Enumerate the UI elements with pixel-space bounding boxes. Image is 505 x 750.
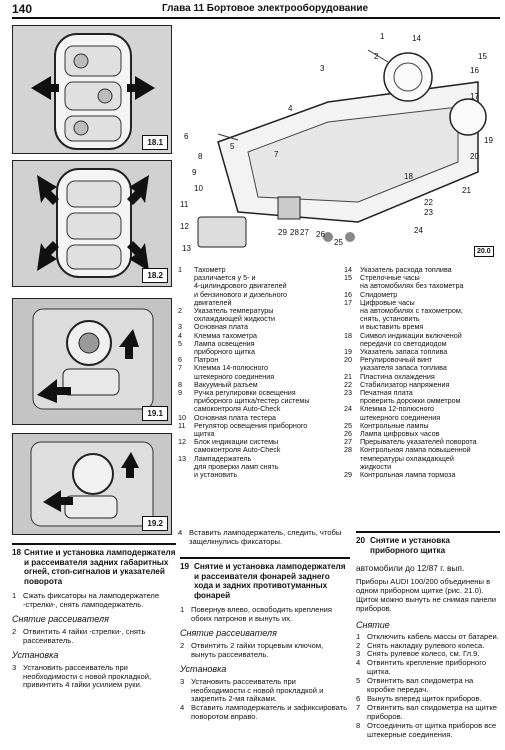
item-number xyxy=(178,397,194,405)
item-text: 4-цилиндрового двигателей xyxy=(194,281,287,291)
item-number: 2 xyxy=(178,306,182,316)
section18-subtitle-installation: Установка xyxy=(12,649,59,660)
section18-rule xyxy=(12,543,176,545)
section19-heading xyxy=(180,562,350,600)
item-number: 7 xyxy=(178,363,182,373)
section20-rule xyxy=(356,531,500,533)
callout-16: 16 xyxy=(470,66,479,75)
callout-6: 6 xyxy=(184,132,189,141)
section20-subtitle-removal: Снятие xyxy=(356,619,390,630)
callout-18: 18 xyxy=(404,172,413,181)
item-number: 24 xyxy=(344,404,352,414)
item-text: Отвинтить крепление приборного щитка. xyxy=(367,658,487,677)
callout-28: 28 xyxy=(290,228,299,237)
item-number: 4 xyxy=(178,330,182,340)
legend-left xyxy=(178,266,340,479)
callout-20: 20 xyxy=(470,152,479,161)
procedure-step xyxy=(180,678,350,705)
item-number: 1 xyxy=(180,605,185,614)
callout-29: 29 xyxy=(278,228,287,237)
item-text: Патрон xyxy=(194,355,219,365)
item-text: Контрольные лампы xyxy=(360,420,429,430)
item-text: Отвинтить 4 гайки -стрелки-, снять рассеиватель. xyxy=(23,626,146,645)
item-number: 8 xyxy=(178,379,182,389)
legend-item xyxy=(344,471,504,479)
item-number: 22 xyxy=(344,379,352,389)
figure-label-18-2: 18.2 xyxy=(142,268,168,283)
figure-label-20-0: 20.0 xyxy=(474,246,494,257)
section20-title: Снятие и установка приборного щитка xyxy=(370,536,450,555)
item-number: 17 xyxy=(344,297,352,307)
item-text: различается у 5- и xyxy=(194,273,256,283)
item-text: Пластина охлаждения xyxy=(360,371,435,381)
procedure-step xyxy=(356,677,500,695)
section-20 xyxy=(356,536,500,740)
item-number xyxy=(178,471,194,479)
procedure-step xyxy=(180,704,350,722)
item-number: 13 xyxy=(178,453,186,463)
item-number: 2 xyxy=(12,626,17,636)
item-number: 1 xyxy=(12,591,17,600)
callout-14: 14 xyxy=(412,34,421,43)
item-number: 25 xyxy=(344,420,352,430)
item-text: Контрольная лампа повышенной xyxy=(360,445,471,455)
item-text: Печатная плата xyxy=(360,388,413,398)
item-text: самоконтроля Auto-Check xyxy=(194,445,281,455)
item-number: 20 xyxy=(344,355,352,365)
item-text: и бензинового и дизельного xyxy=(194,289,288,299)
legend-item xyxy=(178,471,340,479)
section-18 xyxy=(12,548,176,690)
item-number: 5 xyxy=(356,676,361,686)
item-text: Повернув влево, освободить крепления обоих патронов и вынуть их. xyxy=(191,605,333,623)
item-number xyxy=(178,274,194,282)
figure-label-19-2: 19.2 xyxy=(142,516,168,531)
section18-title: Снятие и установка ламподержателя и рассеивателя задних габаритных огней, стоп-сигналов и указателей поворота xyxy=(24,548,176,586)
callout-21: 21 xyxy=(462,186,471,195)
callout-25: 25 xyxy=(334,238,343,247)
item-text: Клемма 12-полюсного xyxy=(360,404,434,414)
item-number: 2 xyxy=(180,640,185,650)
item-text: Вакуумный разъем xyxy=(194,379,258,389)
item-text: Контрольная лампа тормоза xyxy=(360,470,456,480)
callout-10: 10 xyxy=(194,184,203,193)
callout-1: 1 xyxy=(380,32,385,41)
item-text: Символ индикации включеной xyxy=(360,330,462,340)
section-19 xyxy=(180,562,350,722)
item-text: для проверки ламп снять xyxy=(194,461,279,471)
item-text: температуры охлаждающей xyxy=(360,453,454,463)
item-text: Лампа цифровых часов xyxy=(360,429,440,439)
callout-24: 24 xyxy=(414,226,423,235)
item-text: на автомобилях с тахометром, xyxy=(360,306,463,316)
procedure-step xyxy=(356,722,500,740)
item-text: передачи со светодиодом xyxy=(360,338,447,348)
item-number: 3 xyxy=(178,322,182,332)
callout-19: 19 xyxy=(484,136,493,145)
item-text: Лампадержатель xyxy=(194,453,252,463)
item-number xyxy=(178,463,194,471)
item-text: штекерного соединения xyxy=(360,412,441,422)
item-text: Клемма 14-полюсного xyxy=(194,363,268,373)
item-text: Снять накладку рулевого колеса. xyxy=(367,640,485,650)
callout-7: 7 xyxy=(274,150,279,159)
taillight-housing-illustration xyxy=(13,26,171,153)
exploded-view-illustration xyxy=(178,22,500,262)
item-text: Клемма тахометра xyxy=(194,330,257,340)
section20-intro: Приборы AUDI 100/200 объединены в одном приборном щитке (рис. 21.0). Щиток можно вынуть не снимая панели приборов. xyxy=(356,577,496,613)
item-number xyxy=(344,307,360,315)
item-number: 6 xyxy=(356,693,361,703)
item-text: Отключить кабель массы от батареи. xyxy=(367,631,499,641)
item-text: и выставить время xyxy=(360,322,424,332)
item-text: Отсоединить от щитка приборов все штекерные соединения. xyxy=(367,720,497,739)
callout-22: 22 xyxy=(424,198,433,207)
item-text: Цифровые часы xyxy=(360,297,415,307)
callout-8: 8 xyxy=(198,152,203,161)
section18-subtitle-lens-removal: Снятие рассеивателя xyxy=(12,613,109,624)
procedure-step xyxy=(180,642,350,660)
callout-12: 12 xyxy=(180,222,189,231)
item-number: 18 xyxy=(344,330,352,340)
item-text: Блок индикации системы xyxy=(194,437,279,447)
callout-2: 2 xyxy=(374,52,379,61)
item-text: Сжать фиксаторы на ламподержателе -стрелки-, снять ламподержатель. xyxy=(23,591,160,609)
photo-19-1 xyxy=(12,298,172,425)
item-text: Тахометр xyxy=(194,265,226,274)
item-text: Основная плата xyxy=(194,322,248,332)
section20-number: 20 xyxy=(356,536,366,545)
callout-26: 26 xyxy=(316,230,325,239)
item-text: Регулировочный винт xyxy=(360,355,433,365)
callout-13: 13 xyxy=(182,244,191,253)
item-number xyxy=(178,291,194,299)
item-number: 6 xyxy=(178,355,182,365)
item-number: 27 xyxy=(344,437,352,447)
item-text: на автомобилях без тахометра xyxy=(360,281,464,291)
item-text: Отвинтить 2 гайки торцевым ключом, вынуть рассеиватель. xyxy=(191,640,324,659)
header-rule xyxy=(12,17,500,19)
item-number: 28 xyxy=(344,445,352,455)
section19-title: Снятие и установка ламподержателя и рассеивателя фонарей заднего хода и задних противотуманных фонарей xyxy=(194,562,346,600)
section19-subtitle-installation: Установка xyxy=(180,663,227,674)
item-number: 21 xyxy=(344,371,352,381)
item-text: щитка xyxy=(194,429,215,439)
item-text: Указатель запаса топлива xyxy=(360,347,448,357)
item-number: 14 xyxy=(344,265,352,274)
callout-27: 27 xyxy=(300,228,309,237)
callout-15: 15 xyxy=(478,52,487,61)
callout-23: 23 xyxy=(424,208,433,217)
item-text: самоконтроля Auto-Check xyxy=(194,404,281,414)
legend-right xyxy=(344,266,504,479)
item-number: 1 xyxy=(178,265,182,274)
item-number: 11 xyxy=(178,420,186,430)
item-text: Основная плата тестера xyxy=(194,412,276,422)
item-number xyxy=(344,455,360,463)
item-text: охлаждающей жидкости xyxy=(194,314,276,324)
figure-label-18-1: 18.1 xyxy=(142,135,168,150)
step-number: 4 xyxy=(178,528,183,537)
item-text: Установить рассеиватель при необходимости с новой прокладкой, привинтить 4 гайки усилием руки. xyxy=(23,662,152,690)
item-number: 12 xyxy=(178,437,186,447)
item-number: 5 xyxy=(178,338,182,348)
item-text: штекерного соединения xyxy=(194,371,275,381)
item-text: Ручка регулировки освещения xyxy=(194,388,296,398)
page-number: 140 xyxy=(12,2,33,16)
item-text: Спидометр xyxy=(360,289,398,299)
section19-number: 19 xyxy=(180,562,190,571)
step-text: Вставить ламподержатель, следить, чтобы защелкнулись фиксаторы. xyxy=(189,528,342,546)
item-text: Указатель расхода топлива xyxy=(360,265,452,274)
callout-17: 17 xyxy=(470,92,479,101)
section20-subhead: автомобили до 12/87 г. вып. xyxy=(356,563,465,573)
item-number: 19 xyxy=(344,347,352,357)
item-number: 8 xyxy=(356,720,361,730)
item-text: Указатель температуры xyxy=(194,306,274,316)
item-number: 29 xyxy=(344,470,352,480)
callout-4: 4 xyxy=(288,104,293,113)
procedure-step xyxy=(356,659,500,677)
item-number: 15 xyxy=(344,273,352,283)
section20-heading xyxy=(356,536,500,555)
item-number: 9 xyxy=(178,388,182,398)
item-number: 10 xyxy=(178,412,186,422)
item-number: 4 xyxy=(356,658,361,668)
item-text: Регулятор освещения приборного xyxy=(194,420,308,430)
item-text: Отвинтить вал спидометра на щитке приборов. xyxy=(367,702,497,721)
callout-3: 3 xyxy=(320,64,325,73)
item-text: жидкости xyxy=(360,461,392,471)
callout-5: 5 xyxy=(230,142,235,151)
item-text: Лампа освещения xyxy=(194,338,255,348)
item-text: Отвинтить вал спидометра на коробке передач. xyxy=(367,676,474,695)
item-text: приборного щитка/тестер системы xyxy=(194,396,310,406)
item-text: приборного щитка xyxy=(194,347,255,357)
item-number: 23 xyxy=(344,388,352,398)
photo-19-2 xyxy=(12,433,172,535)
item-number xyxy=(344,315,360,323)
item-text: Вынуть вперед щиток приборов. xyxy=(367,693,482,703)
callout-11: 11 xyxy=(180,200,189,209)
procedure-step xyxy=(12,628,176,646)
item-text: указателя запаса топлива xyxy=(360,363,447,373)
item-text: Стрелочные часы xyxy=(360,273,420,283)
item-text: Снять рулевое колесо, см. Гл.9. xyxy=(367,649,480,659)
section19-rule xyxy=(180,557,350,559)
item-text: Вставить ламподержатель и зафиксировать поворотом вправо. xyxy=(191,703,348,722)
procedure-step xyxy=(356,704,500,722)
item-text: снять, установить xyxy=(360,314,420,324)
item-number: 1 xyxy=(356,631,361,641)
item-text: Прерыватель указателей поворота xyxy=(360,437,477,447)
item-text: и установить xyxy=(194,470,238,480)
item-text: двигателей xyxy=(194,297,232,307)
procedure-step xyxy=(12,592,176,610)
photo-18-2 xyxy=(12,160,172,287)
procedure-step xyxy=(180,606,350,624)
item-number: 4 xyxy=(180,703,185,713)
section18-heading xyxy=(12,548,176,586)
chapter-title: Глава 11 Бортовое электрооборудование xyxy=(162,3,369,14)
photo-18-1 xyxy=(12,25,172,154)
item-text: Стабилизатор напряжения xyxy=(360,379,450,389)
section18-number: 18 xyxy=(12,548,22,557)
section19-subtitle-lens-removal: Снятие рассеивателя xyxy=(180,627,277,638)
item-text: Установить рассеиватель при необходимости с новой прокладкой и закрепить 2-мя гайками. xyxy=(191,676,324,704)
item-text: проверить дорожки омметром xyxy=(360,396,461,406)
item-number: 3 xyxy=(180,676,185,686)
figure-label-19-1: 19.1 xyxy=(142,406,168,421)
item-number: 26 xyxy=(344,429,352,439)
item-number: 16 xyxy=(344,289,352,299)
item-number: 2 xyxy=(356,640,361,650)
procedure-step xyxy=(12,664,176,691)
item-number: 3 xyxy=(356,649,361,659)
item-number: 3 xyxy=(12,662,17,672)
instrument-cluster-diagram xyxy=(178,22,500,262)
item-number: 7 xyxy=(356,702,361,712)
item-number xyxy=(178,282,194,290)
section18-step4 xyxy=(178,529,350,547)
callout-9: 9 xyxy=(192,168,197,177)
